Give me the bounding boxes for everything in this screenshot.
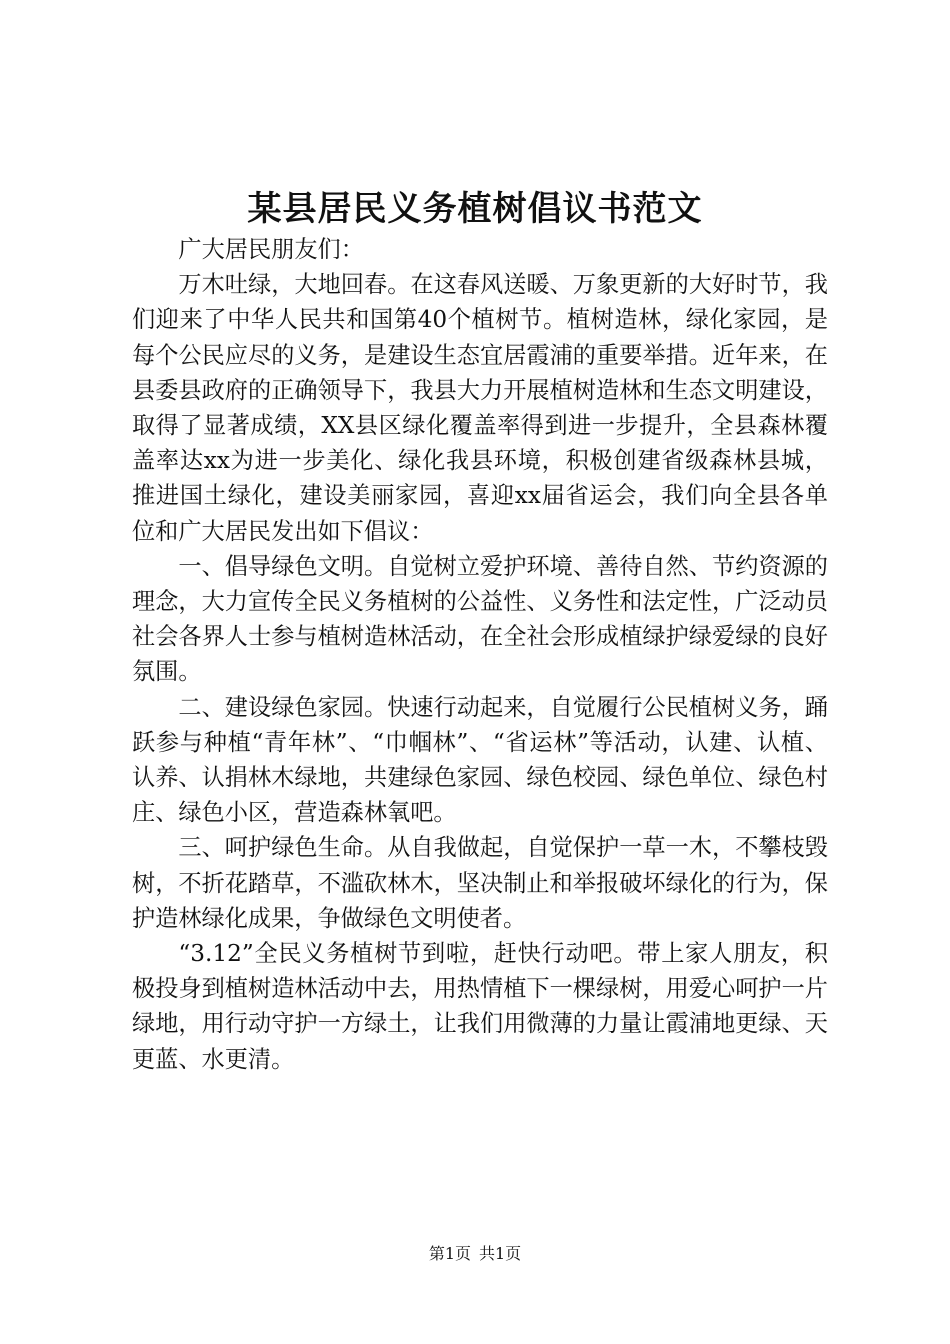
document-title: 某县居民义务植树倡议书范文: [247, 189, 703, 229]
paragraph-intro: 万木吐绿，大地回春。在这春风送暖、万象更新的大好时节，我们迎来了中华人民共和国第40个植树节。植树造林，绿化家园，是每个公民应尽的义务，是建设生态宜居霞浦的重要举措。近年来，在县委县政府的正确领导下，我县大力开展植树造林和生态文明建设，取得了显著成绩，XX县区绿化覆盖率得到进一步提升，全县森林覆盖率达xx为进一步美化、绿化我县环境，积极创建省级森林县城，推进国土绿化，建设美丽家园，喜迎xx届省运会，我们向全县各单位和广大居民发出如下倡议：: [132, 271, 828, 545]
page-number-total: 共1页: [479, 1244, 522, 1263]
page-number-current: 第1页: [428, 1244, 471, 1263]
document-body: [132, 232, 828, 1077]
paragraph-proposal-1: 一、倡导绿色文明。自觉树立爱护环境、善待自然、节约资源的理念，大力宣传全民义务植树的公益性、义务性和法定性，广泛动员社会各界人士参与植树造林活动，在全社会形成植绿护绿爱绿的良好氛围。: [132, 552, 828, 686]
paragraph-closing: “3.12”全民义务植树节到啦，赶快行动吧。带上家人朋友，积极投身到植树造林活动中去，用热情植下一棵绿树，用爱心呵护一片绿地，用行动守护一方绿土，让我们用微薄的力量让霞浦地更绿、天更蓝、水更清。: [132, 940, 828, 1073]
page-footer: [0, 1242, 950, 1266]
greeting: 广大居民朋友们：: [178, 236, 364, 263]
paragraph-proposal-2: 二、建设绿色家园。快速行动起来，自觉履行公民植树义务，踊跃参与种植“青年林”、“巾帼林”、“省运林”等活动，认建、认植、认养、认捐林木绿地，共建绿色家园、绿色校园、绿色单位、绿色村庄、绿色小区，营造森林氧吧。: [132, 693, 828, 827]
paragraph-proposal-3: 三、呵护绿色生命。从自我做起，自觉保护一草一木，不攀枝毁树，不折花踏草，不滥砍林木，坚决制止和举报破坏绿化的行为，保护造林绿化成果，争做绿色文明使者。: [132, 834, 828, 932]
